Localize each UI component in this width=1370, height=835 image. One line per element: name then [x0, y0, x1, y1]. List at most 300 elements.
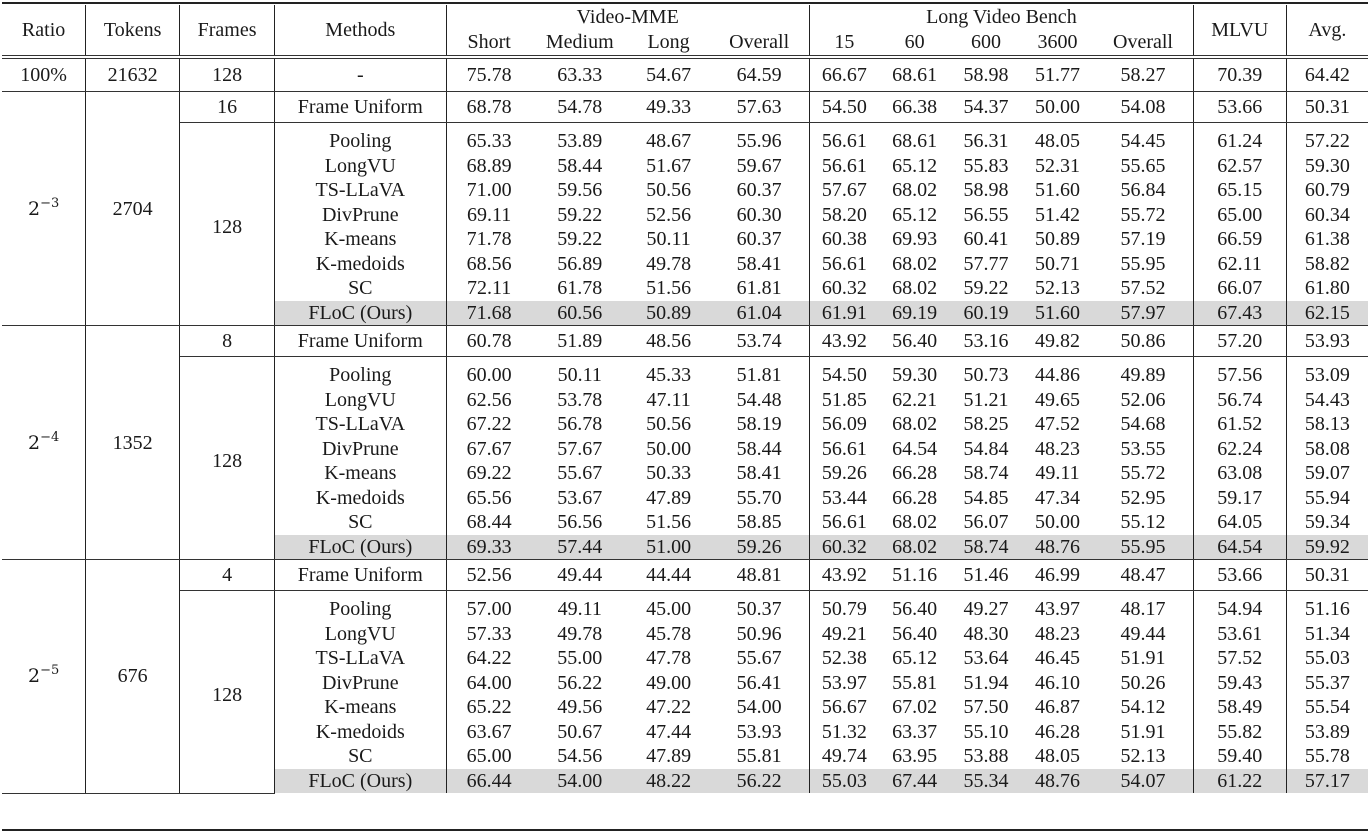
top-rule [2, 2, 1368, 4]
value-cell: 65.12 [892, 203, 938, 226]
value-cell: 51.94 [963, 671, 1009, 694]
value-cell: 60.00 [466, 364, 512, 386]
header-video-mme-long: Long [628, 29, 710, 57]
value-cell: 49.56 [557, 696, 603, 718]
value-cell: 66.67 [809, 57, 878, 92]
ratio-exponent: −5 [40, 663, 60, 679]
value-cell: 54.50 [821, 364, 867, 386]
value-cell: 63.08 [1193, 461, 1286, 486]
value-cell: 51.56 [646, 277, 692, 299]
value-cell: 51.21 [963, 388, 1009, 411]
value-cell: 49.00 [646, 671, 692, 694]
value-cell: 70.39 [1193, 57, 1286, 92]
value-cell: 65.56 [466, 486, 512, 509]
value-cell: 66.28 [892, 462, 938, 484]
bottom-rule [2, 829, 1368, 831]
value-cell: 50.11 [557, 364, 602, 386]
value-cell: 49.78 [646, 252, 692, 275]
value-cell: 55.81 [709, 744, 809, 769]
value-cell: 50.00 [646, 437, 692, 460]
frames-cell: 128 [180, 357, 275, 560]
value-cell: 53.67 [557, 486, 603, 509]
value-cell: 67.02 [892, 696, 938, 718]
value-cell: 56.22 [557, 671, 603, 694]
frames-cell: 128 [180, 591, 275, 794]
value-cell: 68.02 [892, 511, 938, 533]
value-cell: 59.67 [709, 154, 809, 179]
value-cell: 51.46 [950, 560, 1021, 591]
value-cell: 51.56 [646, 511, 692, 533]
value-cell: 48.17 [1093, 591, 1193, 622]
value-cell: 50.31 [1286, 92, 1368, 123]
value-cell: 52.13 [1034, 277, 1080, 299]
value-cell: 63.95 [892, 745, 938, 767]
value-cell: 68.61 [892, 130, 938, 152]
header-tokens: Tokens [86, 5, 180, 57]
value-cell: 65.12 [892, 154, 938, 177]
value-cell: 51.16 [879, 560, 950, 591]
header-video-mme: Video-MME [446, 5, 809, 29]
method-name: TS-LLaVA [275, 412, 447, 437]
value-cell: 68.78 [446, 92, 532, 123]
value-cell: 47.34 [1034, 486, 1080, 509]
value-cell: 56.40 [892, 622, 938, 645]
table-row [2, 123, 1368, 154]
value-cell: 53.89 [1304, 720, 1350, 743]
value-cell: 53.09 [1304, 364, 1350, 386]
value-cell: 64.05 [1193, 510, 1286, 535]
value-cell: 54.00 [709, 695, 809, 720]
value-cell: 68.02 [892, 413, 938, 435]
header-lvb-3600: 3600 [1022, 29, 1093, 57]
value-cell: 68.02 [892, 277, 938, 299]
value-cell: 66.59 [1193, 227, 1286, 252]
table-row [2, 357, 1368, 388]
value-cell: 55.94 [1304, 486, 1350, 509]
value-cell: 48.30 [963, 622, 1009, 645]
value-cell: 52.95 [1093, 486, 1193, 511]
value-cell: 45.00 [646, 598, 692, 620]
value-cell: 53.44 [821, 486, 867, 509]
value-cell: 61.24 [1193, 123, 1286, 154]
value-cell: 61.81 [709, 276, 809, 301]
value-cell: 54.12 [1093, 695, 1193, 720]
method-name: Pooling [275, 591, 447, 622]
value-cell: 56.41 [709, 671, 809, 696]
value-cell: 57.97 [1093, 301, 1193, 326]
value-cell: 54.68 [1093, 412, 1193, 437]
value-cell: 50.89 [628, 301, 710, 326]
method-name: FLoC (Ours) [275, 535, 447, 560]
value-cell: 60.32 [809, 535, 878, 560]
value-cell: 56.55 [963, 203, 1009, 226]
results-table [2, 5, 1368, 794]
ratio-exponent: −4 [40, 429, 60, 445]
value-cell: 58.74 [963, 462, 1009, 484]
value-cell: 50.96 [709, 622, 809, 647]
value-cell: 52.56 [646, 203, 692, 226]
value-cell: 69.11 [467, 203, 512, 226]
value-cell: 55.67 [557, 462, 603, 484]
value-cell: 55.00 [557, 647, 603, 669]
value-cell: 50.26 [1093, 671, 1193, 696]
value-cell: 54.07 [1093, 769, 1193, 794]
value-cell: 53.97 [821, 671, 867, 694]
value-cell: 56.61 [821, 130, 867, 152]
value-cell: 55.81 [892, 671, 938, 694]
method-name: K-means [275, 227, 447, 252]
value-cell: 50.37 [709, 591, 809, 622]
value-cell: 58.41 [709, 252, 809, 277]
value-cell: 58.08 [1304, 437, 1350, 460]
value-cell: 48.56 [628, 326, 710, 357]
value-cell: 64.22 [466, 647, 512, 669]
value-cell: 56.89 [557, 252, 603, 275]
value-cell: 59.22 [557, 228, 603, 250]
value-cell: 68.44 [466, 511, 512, 533]
value-cell: 65.00 [1193, 203, 1286, 228]
method-name: DivPrune [275, 671, 447, 696]
value-cell: 48.76 [1022, 769, 1093, 794]
method-name: LongVU [275, 154, 447, 179]
value-cell: 63.33 [532, 57, 628, 92]
value-cell: 63.67 [466, 720, 512, 743]
value-cell: 54.45 [1093, 123, 1193, 154]
table-row [2, 591, 1368, 622]
value-cell: 68.02 [892, 179, 938, 201]
ratio-exponent: −3 [40, 195, 60, 211]
value-cell: 64.42 [1286, 57, 1368, 92]
value-cell: 65.22 [466, 696, 512, 718]
value-cell: 66.28 [892, 486, 938, 509]
value-cell: 55.12 [1093, 510, 1193, 535]
value-cell: 52.56 [446, 560, 532, 591]
value-cell: 53.16 [950, 326, 1021, 357]
value-cell: 56.67 [821, 696, 867, 718]
value-cell: 59.26 [821, 462, 867, 484]
value-cell: 59.30 [1304, 154, 1350, 177]
value-cell: 53.64 [963, 647, 1009, 669]
value-cell: 64.54 [892, 437, 938, 460]
value-cell: 67.22 [466, 413, 512, 435]
value-cell: 59.40 [1193, 744, 1286, 769]
value-cell: 48.76 [1022, 535, 1093, 560]
value-cell: 49.27 [963, 598, 1009, 620]
value-cell: 43.92 [809, 326, 878, 357]
value-cell: 57.67 [821, 179, 867, 201]
method-name: Frame Uniform [275, 326, 447, 357]
value-cell: 49.65 [1034, 388, 1080, 411]
value-cell: 60.41 [963, 228, 1009, 250]
value-cell: 55.95 [1093, 252, 1193, 277]
value-cell: 58.41 [709, 461, 809, 486]
method-name: K-medoids [275, 252, 447, 277]
value-cell: 48.47 [1093, 560, 1193, 591]
ratio-cell [2, 560, 86, 794]
method-name: K-medoids [275, 486, 447, 511]
value-cell: 69.22 [466, 462, 512, 484]
value-cell: 57.22 [1304, 130, 1350, 152]
value-cell: 59.07 [1304, 462, 1350, 484]
value-cell: 59.43 [1193, 671, 1286, 696]
tokens-cell: 676 [86, 560, 180, 794]
tokens-cell: 1352 [86, 326, 180, 560]
method-name: Pooling [275, 123, 447, 154]
value-cell: 55.34 [950, 769, 1021, 794]
value-cell: 62.24 [1193, 437, 1286, 462]
value-cell: 47.22 [646, 696, 692, 718]
value-cell: 53.55 [1093, 437, 1193, 462]
value-cell: 50.89 [1034, 228, 1080, 250]
value-cell: 47.11 [646, 388, 691, 411]
value-cell: 61.78 [557, 277, 603, 299]
method-name: SC [275, 744, 447, 769]
value-cell: 54.08 [1093, 92, 1193, 123]
value-cell: 55.83 [963, 154, 1009, 177]
value-cell: 59.92 [1286, 535, 1368, 560]
value-cell: 56.40 [892, 598, 938, 620]
value-cell: 46.10 [1034, 671, 1080, 694]
value-cell: 47.89 [646, 486, 692, 509]
value-cell: 49.44 [532, 560, 628, 591]
value-cell: 45.33 [646, 364, 692, 386]
value-cell: 58.85 [709, 510, 809, 535]
value-cell: 52.38 [821, 647, 867, 669]
value-cell: 56.40 [879, 326, 950, 357]
method-name: SC [275, 510, 447, 535]
method-name: K-medoids [275, 720, 447, 745]
value-cell: 60.37 [709, 227, 809, 252]
value-cell: 48.67 [646, 130, 692, 152]
method-name: K-means [275, 695, 447, 720]
value-cell: 51.60 [1022, 301, 1093, 326]
value-cell: 49.33 [628, 92, 710, 123]
value-cell: 57.67 [557, 437, 603, 460]
value-cell: 48.81 [709, 560, 809, 591]
value-cell: 67.43 [1193, 301, 1286, 326]
value-cell: 56.78 [557, 413, 603, 435]
value-cell: 50.73 [963, 364, 1009, 386]
value-cell: 68.56 [466, 252, 512, 275]
ratio-cell [2, 326, 86, 560]
value-cell: 58.49 [1193, 695, 1286, 720]
value-cell: 47.89 [646, 745, 692, 767]
value-cell: 54.85 [963, 486, 1009, 509]
value-cell: 50.33 [646, 462, 692, 484]
value-cell: 58.98 [950, 57, 1021, 92]
value-cell: 60.56 [532, 301, 628, 326]
value-cell: 49.82 [1022, 326, 1093, 357]
method-name: K-means [275, 461, 447, 486]
value-cell: 49.11 [557, 598, 602, 620]
value-cell: 56.31 [963, 130, 1009, 152]
header-lvb-overall: Overall [1093, 29, 1193, 57]
value-cell: 54.43 [1304, 388, 1350, 411]
value-cell: 51.77 [1022, 57, 1093, 92]
ratio-base: 2 [27, 197, 41, 220]
value-cell: 52.13 [1093, 744, 1193, 769]
value-cell: 55.96 [709, 123, 809, 154]
value-cell: 54.67 [628, 57, 710, 92]
value-cell: 62.56 [466, 388, 512, 411]
value-cell: 60.32 [821, 277, 867, 299]
method-name: Frame Uniform [275, 560, 447, 591]
value-cell: 57.44 [532, 535, 628, 560]
method-name: DivPrune [275, 203, 447, 228]
value-cell: 58.74 [950, 535, 1021, 560]
value-cell: 49.11 [1035, 462, 1080, 484]
value-cell: 55.03 [1304, 647, 1350, 669]
value-cell: 43.97 [1034, 598, 1080, 620]
value-cell: 55.95 [1093, 535, 1193, 560]
value-cell: 71.68 [446, 301, 532, 326]
value-cell: 56.07 [963, 511, 1009, 533]
value-cell: 60.38 [821, 228, 867, 250]
value-cell: 51.85 [821, 388, 867, 411]
value-cell: 53.88 [963, 745, 1009, 767]
header-avg: Avg. [1286, 5, 1368, 57]
value-cell: 68.89 [466, 154, 512, 177]
ratio-base: 2 [27, 665, 41, 688]
value-cell: 57.33 [466, 622, 512, 645]
value-cell: 60.19 [950, 301, 1021, 326]
value-cell: 53.89 [557, 130, 603, 152]
tokens-cell: 2704 [86, 92, 180, 326]
value-cell: 58.44 [557, 154, 603, 177]
value-cell: 47.44 [646, 720, 692, 743]
frames-cell: 16 [180, 92, 275, 123]
value-cell: 52.31 [1034, 154, 1080, 177]
value-cell: 50.31 [1286, 560, 1368, 591]
value-cell: 55.54 [1304, 696, 1350, 718]
value-cell: 48.22 [628, 769, 710, 794]
value-cell: 65.00 [466, 745, 512, 767]
frames-cell: 8 [180, 326, 275, 357]
value-cell: 53.93 [1286, 326, 1368, 357]
value-cell: 57.52 [1093, 276, 1193, 301]
value-cell: 51.91 [1093, 646, 1193, 671]
baseline-ratio: 100% [2, 57, 86, 92]
method-name: Pooling [275, 357, 447, 388]
value-cell: 53.61 [1193, 622, 1286, 647]
value-cell: 62.21 [892, 388, 938, 411]
method-name: LongVU [275, 388, 447, 413]
value-cell: 57.50 [963, 696, 1009, 718]
value-cell: 57.77 [963, 252, 1009, 275]
value-cell: 50.71 [1034, 252, 1080, 275]
value-cell: 48.23 [1034, 622, 1080, 645]
value-cell: 58.44 [709, 437, 809, 462]
header-long-video-bench: Long Video Bench [809, 5, 1193, 29]
value-cell: 54.00 [532, 769, 628, 794]
value-cell: 61.04 [709, 301, 809, 326]
header-video-mme-short: Short [446, 29, 532, 57]
value-cell: 59.17 [1193, 486, 1286, 511]
value-cell: 56.74 [1193, 388, 1286, 413]
value-cell: 57.17 [1286, 769, 1368, 794]
value-cell: 50.00 [1034, 511, 1080, 533]
method-name: SC [275, 276, 447, 301]
value-cell: 62.15 [1286, 301, 1368, 326]
value-cell: 54.78 [532, 92, 628, 123]
value-cell: 53.74 [709, 326, 809, 357]
value-cell: 60.37 [709, 178, 809, 203]
value-cell: 55.37 [1304, 671, 1350, 694]
value-cell: 67.67 [466, 437, 512, 460]
value-cell: 54.48 [709, 388, 809, 413]
value-cell: 75.78 [446, 57, 532, 92]
baseline-tokens: 21632 [86, 57, 180, 92]
value-cell: 54.84 [963, 437, 1009, 460]
method-name: DivPrune [275, 437, 447, 462]
value-cell: 57.63 [709, 92, 809, 123]
value-cell: 57.52 [1193, 646, 1286, 671]
method-name: LongVU [275, 622, 447, 647]
value-cell: 50.79 [821, 598, 867, 620]
header-methods: Methods [275, 5, 447, 57]
value-cell: 61.38 [1304, 228, 1350, 250]
value-cell: 49.74 [821, 745, 867, 767]
value-cell: 44.44 [628, 560, 710, 591]
method-name: FLoC (Ours) [275, 769, 447, 794]
value-cell: 66.44 [446, 769, 532, 794]
value-cell: 68.61 [879, 57, 950, 92]
header-ratio: Ratio [2, 5, 86, 57]
value-cell: 60.78 [446, 326, 532, 357]
value-cell: 50.86 [1093, 326, 1193, 357]
value-cell: 62.57 [1193, 154, 1286, 179]
value-cell: 50.56 [646, 413, 692, 435]
value-cell: 51.91 [1093, 720, 1193, 745]
value-cell: 52.06 [1093, 388, 1193, 413]
value-cell: 48.05 [1034, 745, 1080, 767]
value-cell: 61.22 [1193, 769, 1286, 794]
value-cell: 54.56 [557, 745, 603, 767]
value-cell: 53.78 [557, 388, 603, 411]
method-name: FLoC (Ours) [275, 301, 447, 326]
value-cell: 56.61 [821, 154, 867, 177]
value-cell: 59.22 [557, 203, 603, 226]
value-cell: 61.52 [1193, 412, 1286, 437]
value-cell: 56.61 [821, 252, 867, 275]
value-cell: 51.00 [628, 535, 710, 560]
baseline-method: - [275, 57, 447, 92]
value-cell: 55.72 [1093, 461, 1193, 486]
value-cell: 50.11 [646, 228, 691, 250]
value-cell: 56.22 [709, 769, 809, 794]
value-cell: 59.26 [709, 535, 809, 560]
value-cell: 51.89 [532, 326, 628, 357]
value-cell: 61.80 [1304, 277, 1350, 299]
value-cell: 59.34 [1304, 511, 1350, 533]
frames-cell: 128 [180, 123, 275, 326]
value-cell: 58.98 [963, 179, 1009, 201]
header-frames: Frames [180, 5, 275, 57]
method-name: Frame Uniform [275, 92, 447, 123]
value-cell: 58.82 [1304, 252, 1350, 275]
value-cell: 60.79 [1304, 179, 1350, 201]
value-cell: 69.19 [879, 301, 950, 326]
value-cell: 64.59 [709, 57, 809, 92]
value-cell: 72.11 [467, 277, 512, 299]
value-cell: 57.00 [466, 598, 512, 620]
value-cell: 55.65 [1093, 154, 1193, 179]
table-row-baseline [2, 57, 1368, 92]
value-cell: 62.11 [1193, 252, 1286, 277]
value-cell: 55.72 [1093, 203, 1193, 228]
header-lvb-15: 15 [809, 29, 878, 57]
value-cell: 46.99 [1022, 560, 1093, 591]
